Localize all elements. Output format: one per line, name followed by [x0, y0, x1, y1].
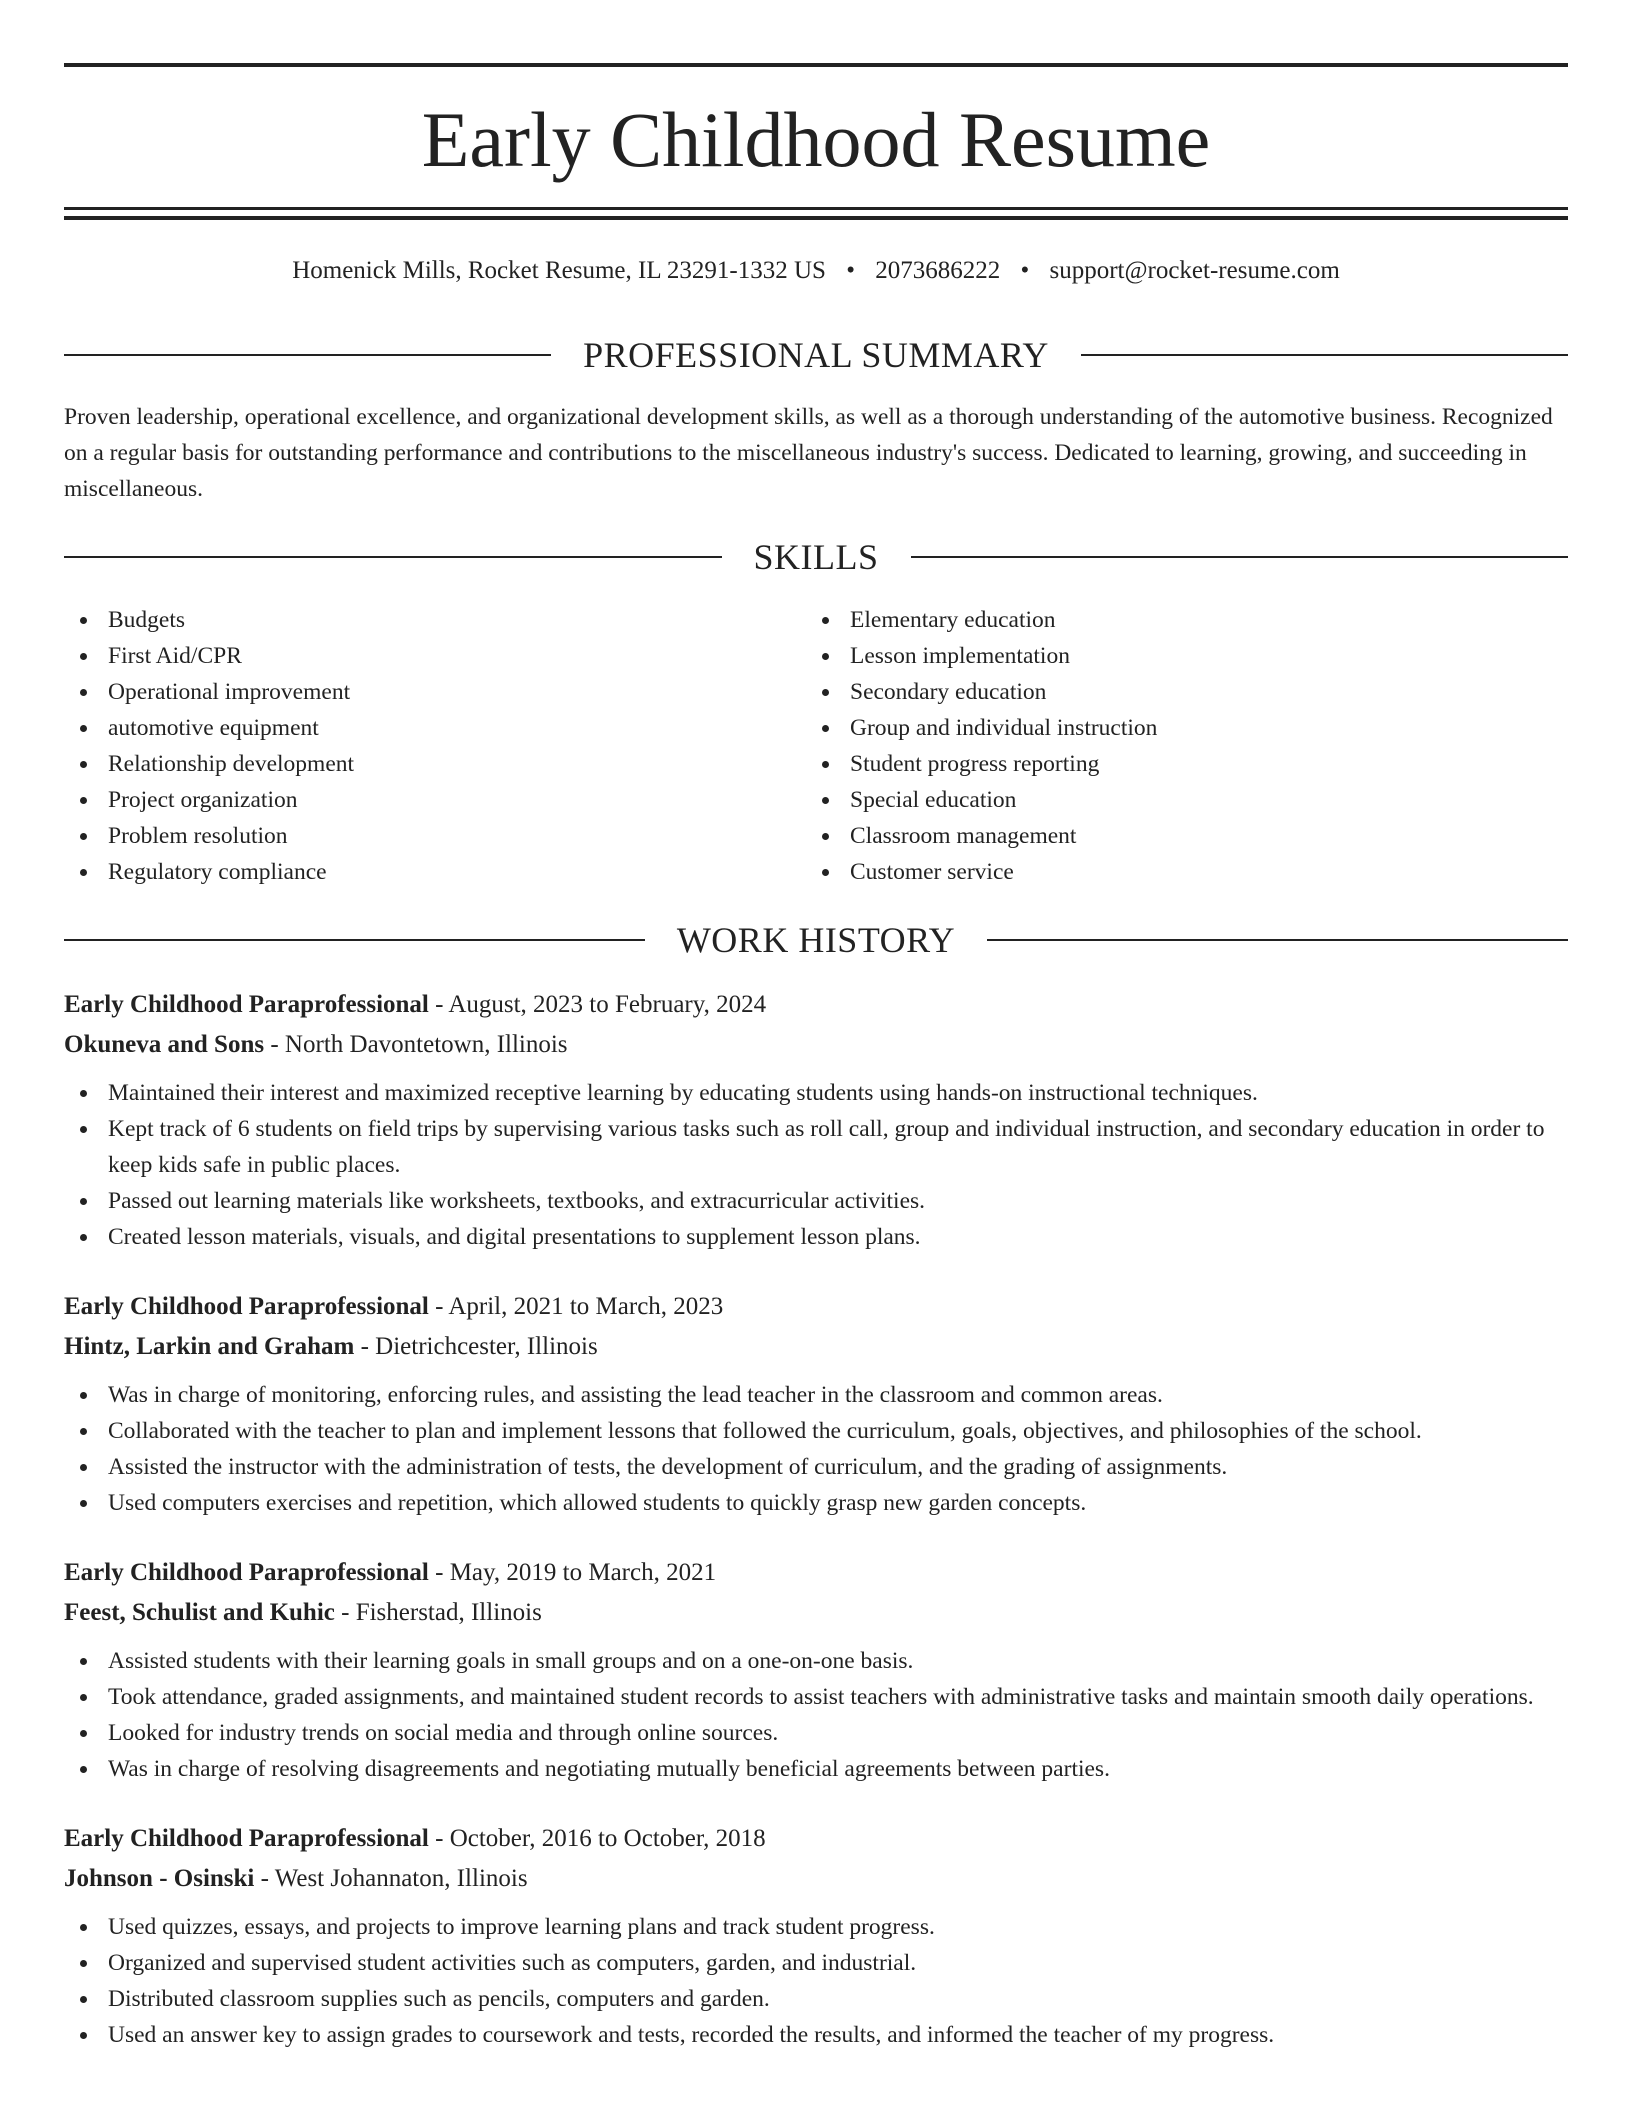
contact-separator: •: [846, 257, 855, 284]
job-company-line: [64, 1025, 1568, 1065]
skill-item: Elementary education: [806, 602, 1548, 638]
skill-item: Group and individual instruction: [806, 710, 1548, 746]
job-bullets: [64, 1075, 1568, 1255]
job-location: - Fisherstad, Illinois: [334, 1599, 542, 1626]
skills-list: [64, 602, 1568, 890]
skill-item: automotive equipment: [64, 710, 806, 746]
section-rule: [64, 939, 645, 941]
job-bullets: [64, 1643, 1568, 1787]
job-entry: [64, 1287, 1568, 1521]
job-bullet: Maintained their interest and maximized receptive learning by educating students using hands-on instructional techniques.: [64, 1075, 1568, 1111]
skills-column-right: [806, 602, 1548, 890]
job-title-line: [64, 985, 1568, 1025]
job-entry: [64, 1553, 1568, 1787]
job-bullet: Collaborated with the teacher to plan and implement lessons that followed the curriculum, goals, objectives, and philosophies of the school.: [64, 1413, 1568, 1449]
contact-phone[interactable]: 2073686222: [875, 257, 1001, 284]
top-rule: [64, 63, 1568, 67]
section-rule: [1081, 354, 1568, 356]
summary-text: Proven leadership, operational excellence, and organizational development skills, as well as a thorough understanding of the automotive business. Recognized on a regular basis for outstanding performance and contributions to the miscellaneous industry's success. Dedicated to learning, growing, and succeeding in miscellaneous.: [64, 404, 1553, 502]
job-company: Hintz, Larkin and Graham: [64, 1333, 355, 1360]
job-dates: - August, 2023 to February, 2024: [428, 991, 767, 1018]
skill-item: Project organization: [64, 782, 806, 818]
section-rule: [911, 556, 1569, 558]
job-bullet: Used an answer key to assign grades to coursework and tests, recorded the results, and informed the teacher of my progress.: [64, 2017, 1568, 2053]
job-title: Early Childhood Paraprofessional: [64, 991, 429, 1018]
job-bullet: Assisted the instructor with the administration of tests, the development of curriculum, and the grading of assignments.: [64, 1449, 1568, 1485]
skills-section-header: [64, 535, 1568, 579]
skill-item: Relationship development: [64, 746, 806, 782]
summary-heading: PROFESSIONAL SUMMARY: [583, 335, 1049, 375]
skill-item: Secondary education: [806, 674, 1548, 710]
job-company-line: [64, 1327, 1568, 1367]
job-company: Feest, Schulist and Kuhic: [64, 1599, 335, 1626]
skill-item: Student progress reporting: [806, 746, 1548, 782]
job-bullets: [64, 1909, 1568, 2053]
job-company: Johnson - Osinski: [64, 1865, 255, 1892]
skill-item: First Aid/CPR: [64, 638, 806, 674]
job-bullet: Distributed classroom supplies such as pencils, computers and garden.: [64, 1981, 1568, 2017]
job-title-line: [64, 1819, 1568, 1859]
job-bullet: Passed out learning materials like worksheets, textbooks, and extracurricular activities.: [64, 1183, 1568, 1219]
job-bullet: Kept track of 6 students on field trips by supervising various tasks such as roll call, group and individual instruction, and secondary education in order to keep kids safe in public places.: [64, 1111, 1568, 1183]
section-rule: [64, 354, 551, 356]
work-section-header: [64, 918, 1568, 962]
section-rule: [987, 939, 1568, 941]
work-history-list: [64, 985, 1568, 2085]
contact-address: Homenick Mills, Rocket Resume, IL 23291-1332 US: [292, 257, 826, 284]
section-rule: [64, 556, 722, 558]
job-bullet: Was in charge of monitoring, enforcing rules, and assisting the lead teacher in the classroom and common areas.: [64, 1377, 1568, 1413]
job-bullet: Assisted students with their learning goals in small groups and on a one-on-one basis.: [64, 1643, 1568, 1679]
job-dates: - October, 2016 to October, 2018: [428, 1825, 766, 1852]
skill-item: Budgets: [64, 602, 806, 638]
job-entry: [64, 1819, 1568, 2053]
job-company: Okuneva and Sons: [64, 1031, 265, 1058]
job-location: - North Davontetown, Illinois: [264, 1031, 568, 1058]
skill-item: Special education: [806, 782, 1548, 818]
job-bullets: [64, 1377, 1568, 1521]
job-dates: - April, 2021 to March, 2023: [428, 1293, 724, 1320]
job-bullet: Created lesson materials, visuals, and digital presentations to supplement lesson plans.: [64, 1219, 1568, 1255]
skill-item: Regulatory compliance: [64, 854, 806, 890]
job-bullet: Looked for industry trends on social media and through online sources.: [64, 1715, 1568, 1751]
job-title-line: [64, 1287, 1568, 1327]
skill-item: Classroom management: [806, 818, 1548, 854]
job-title: Early Childhood Paraprofessional: [64, 1825, 429, 1852]
job-bullet: Was in charge of resolving disagreements and negotiating mutually beneficial agreements between parties.: [64, 1751, 1568, 1787]
skill-item: Problem resolution: [64, 818, 806, 854]
contact-email[interactable]: support@rocket-resume.com: [1049, 257, 1340, 284]
skill-item: Customer service: [806, 854, 1548, 890]
summary-section-header: [64, 333, 1568, 377]
job-title: Early Childhood Paraprofessional: [64, 1293, 429, 1320]
job-dates: - May, 2019 to March, 2021: [428, 1559, 717, 1586]
resume-title: Early Childhood Resume: [421, 96, 1211, 183]
work-heading: WORK HISTORY: [676, 920, 956, 960]
job-entry: [64, 985, 1568, 1255]
skill-item: Lesson implementation: [806, 638, 1548, 674]
job-bullet: Organized and supervised student activities such as computers, garden, and industrial.: [64, 1945, 1568, 1981]
job-company-line: [64, 1859, 1568, 1899]
job-bullet: Used computers exercises and repetition, which allowed students to quickly grasp new garden concepts.: [64, 1485, 1568, 1521]
contact-line: [64, 254, 1568, 288]
job-company-line: [64, 1593, 1568, 1633]
job-title: Early Childhood Paraprofessional: [64, 1559, 429, 1586]
skills-heading: SKILLS: [753, 537, 879, 577]
job-location: - West Johannaton, Illinois: [254, 1865, 528, 1892]
job-bullet: Took attendance, graded assignments, and maintained student records to assist teachers with administrative tasks and maintain smooth daily operations.: [64, 1679, 1568, 1715]
contact-separator: •: [1020, 257, 1030, 284]
skill-item: Operational improvement: [64, 674, 806, 710]
skills-column-left: [64, 602, 806, 890]
job-bullet: Used quizzes, essays, and projects to improve learning plans and track student progress.: [64, 1909, 1568, 1945]
job-location: - Dietrichcester, Illinois: [354, 1333, 598, 1360]
title-double-rule: [64, 207, 1568, 220]
job-title-line: [64, 1553, 1568, 1593]
